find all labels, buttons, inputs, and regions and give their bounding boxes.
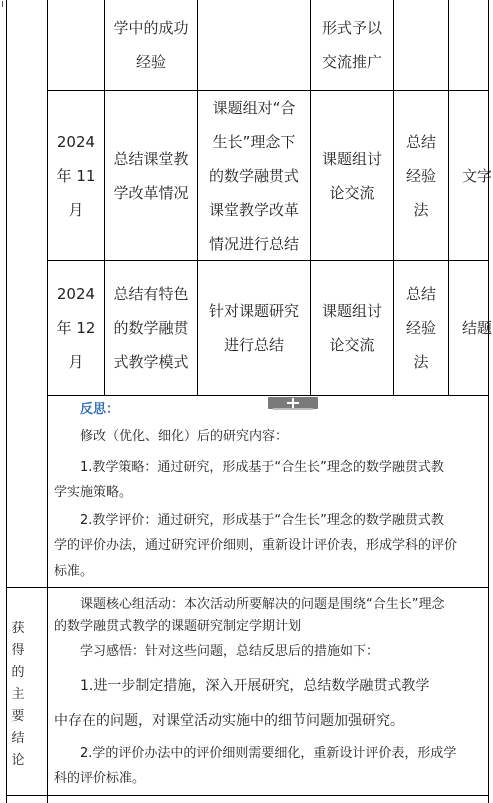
cell-result-dec	[449, 261, 493, 395]
feeling-line: 学习感悟：针对这些问题，总结反思后的措施如下：	[80, 644, 380, 659]
cell-content-top	[105, 0, 197, 90]
cell-line: 总结	[405, 285, 436, 303]
cell-line: 法	[413, 353, 429, 371]
cell-line: 文字	[462, 166, 493, 185]
cell-line: 针对课题研究	[208, 302, 299, 320]
table-border-bottom	[6, 795, 489, 796]
cell-form-nov	[311, 91, 393, 260]
table-border-left-lower	[47, 587, 48, 803]
cell-line: 论交流	[329, 183, 375, 202]
expand-button[interactable]	[268, 397, 318, 409]
cell-line: 论交流	[329, 336, 375, 354]
reflection-p2-line3: 标准。	[54, 564, 94, 579]
cell-line: 交流推广	[321, 53, 382, 71]
cell-date-dec	[48, 261, 104, 395]
cell-line: 经验	[135, 53, 166, 71]
measure2-line1: 2.学的评价办法中的评价细则需要细化，重新设计评价表，形成学	[80, 746, 457, 761]
cell-line: 的数学融贯式	[208, 166, 299, 185]
cell-content-nov	[105, 91, 197, 260]
cell-line: 总结有特色	[113, 285, 189, 303]
cell-line: 总结课堂教	[113, 149, 189, 168]
cell-form-top	[311, 0, 393, 90]
cell-line: 进行总结	[223, 336, 284, 354]
cell-measure-nov	[198, 91, 310, 260]
cell-result-nov	[449, 91, 493, 260]
row-divider-3	[47, 395, 489, 396]
measure1-line2: 中存在的问题，对课堂活动实施中的细节问题加强研究。	[54, 713, 404, 729]
cell-line: 经验	[405, 166, 436, 185]
cell-line: 式教学模式	[113, 353, 189, 371]
reflection-p1-line2: 学实施策略。	[54, 485, 133, 500]
cell-line: 课堂教学改革	[208, 200, 299, 219]
cell-line: 形式予以	[321, 19, 382, 37]
conclusion-side-label: 获 得 的 主 要 结 论	[11, 621, 25, 768]
reflection-intro: 修改（优化、细化）后的研究内容：	[80, 429, 289, 444]
cell-date-nov	[48, 91, 104, 260]
measure1-line1: 1.进一步制定措施，深入开展研究，总结数学融贯式教学	[80, 678, 430, 694]
cell-method-dec	[394, 261, 448, 395]
cell-line: 的数学融贯	[113, 319, 189, 337]
table-border-outer-left	[6, 0, 7, 803]
cell-line: 经验	[405, 319, 436, 337]
reflection-p2-line2: 学的评价办法，通过研究评价细则，重新设计评价表，形成学科的评价	[54, 538, 458, 553]
reflection-p2-line1: 2.教学评价：通过研究，形成基于“合生长”理念的数学融贯式教	[80, 513, 444, 528]
cell-line: 课题组对“合	[212, 98, 296, 117]
reflection-title: 反思：	[80, 402, 120, 417]
reflection-p1-line1: 1.教学策略：通过研究，形成基于“合生长”理念的数学融贯式教	[80, 460, 444, 475]
cell-line: 总结	[405, 132, 436, 151]
cell-line: 生长”理念下	[212, 132, 296, 151]
cell-measure-dec	[198, 261, 310, 395]
cell-form-dec	[311, 261, 393, 395]
activity-line1: 课题核心组活动：本次活动所要解决的问题是围绕“合生长”理念	[80, 597, 445, 612]
plus-icon-stem	[292, 398, 294, 408]
cell-line: 年 11	[56, 166, 96, 185]
measure2-line2: 科的评价标准。	[54, 771, 146, 786]
cell-method-nov	[394, 91, 448, 260]
cell-line: 课题组讨	[321, 149, 382, 168]
cell-line: 课题组讨	[321, 302, 382, 320]
section-divider	[6, 587, 489, 588]
cell-line: 学中的成功	[113, 19, 189, 37]
cell-line: 情况进行总结	[208, 234, 299, 253]
cell-content-dec	[105, 261, 197, 395]
cell-line: 2024	[56, 285, 96, 303]
activity-line2: 的数学融贯式教学的课题研究制定学期计划	[54, 619, 302, 634]
table-border-right	[488, 0, 489, 803]
page-marker	[2, 1, 3, 7]
cell-line: 2024	[56, 132, 96, 151]
cell-line: 年 12	[56, 319, 96, 337]
cell-line: 结题	[462, 319, 493, 337]
cell-line: 法	[413, 200, 429, 219]
cell-line: 月	[68, 200, 84, 219]
cell-line: 月	[68, 353, 84, 371]
cell-line: 学改革情况	[113, 183, 189, 202]
